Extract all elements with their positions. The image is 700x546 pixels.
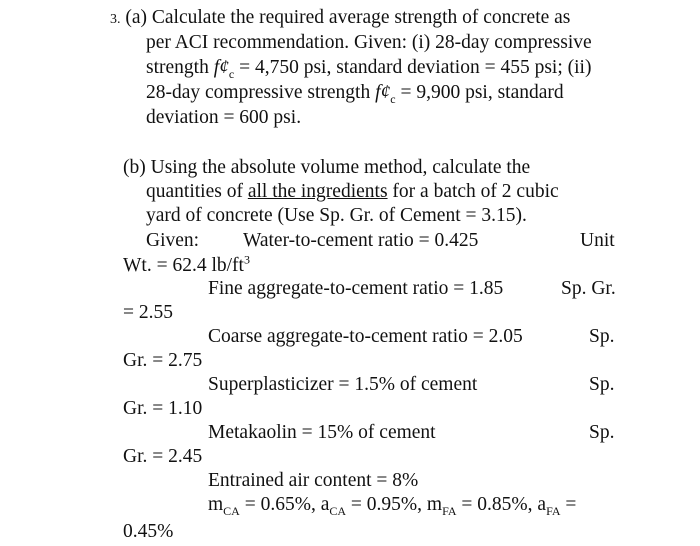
superplasticizer-sp-label: Sp.	[589, 374, 615, 395]
strength-prefix: strength	[146, 57, 214, 78]
strength-prefix-2: 28-day compressive strength	[146, 82, 376, 103]
unit-label: Unit	[580, 230, 615, 251]
fc-symbol: f¢	[213, 57, 229, 78]
m-fa-value: = 0.85%,	[456, 494, 538, 515]
part-b-line-1: (b) Using the absolute volume method, calculate the	[123, 157, 531, 178]
part-a-line-4	[146, 81, 564, 105]
part-b-line-3: yard of concrete (Use Sp. Gr. of Cement = 3.15).	[146, 205, 527, 226]
question-line-1	[110, 6, 570, 32]
unit-weight	[123, 254, 250, 278]
part-b-line-2-suffix: for a batch of 2 cubic	[387, 181, 559, 202]
unit-weight-exponent: 3	[243, 252, 250, 267]
coarse-aggregate-ratio: Coarse aggregate-to-cement ratio = 2.05	[208, 326, 523, 347]
part-b-line-2-prefix: quantities of	[146, 181, 248, 202]
a-ca-value: = 0.95%,	[346, 494, 427, 515]
part-a-line-1: (a) Calculate the required average strength of concrete as	[125, 7, 571, 28]
a-ca-label: a	[320, 494, 330, 515]
fc-subscript: c	[228, 66, 235, 81]
water-cement-ratio: Water-to-cement ratio = 0.425	[243, 230, 479, 251]
fine-spgr-value: = 2.55	[123, 302, 173, 323]
part-a-line-3	[146, 56, 591, 80]
a-fa-equals: =	[560, 494, 577, 515]
part-b-line-2	[146, 180, 559, 204]
superplasticizer-gr-value: Gr. = 1.10	[123, 398, 203, 419]
metakaolin-gr-value: Gr. = 2.45	[123, 446, 203, 467]
a-fa-label: a	[537, 494, 547, 515]
fc-symbol-2: f¢	[375, 82, 391, 103]
fine-aggregate-ratio: Fine aggregate-to-cement ratio = 1.85	[208, 278, 504, 299]
a-fa-sub: FA	[546, 503, 561, 518]
unit-weight-text: Wt. = 62.4 lb/ft	[123, 255, 244, 276]
coarse-gr-value: Gr. = 2.75	[123, 350, 203, 371]
m-ca-sub: CA	[223, 503, 240, 518]
metakaolin-sp-label: Sp.	[589, 422, 615, 443]
superplasticizer: Superplasticizer = 1.5% of cement	[208, 374, 478, 395]
part-a-line-2: per ACI recommendation. Given: (i) 28-day compressive	[146, 32, 592, 53]
fine-spgr-label: Sp. Gr.	[561, 278, 616, 299]
strength-values-2: = 9,900 psi, standard	[395, 82, 564, 103]
a-ca-sub: CA	[329, 503, 347, 518]
metakaolin: Metakaolin = 15% of cement	[208, 422, 436, 443]
a-fa-value: 0.45%	[123, 521, 174, 542]
m-ca-value: = 0.65%,	[239, 494, 321, 515]
question-number: 3.	[110, 12, 121, 27]
m-fa-sub: FA	[442, 503, 457, 518]
m-ca-label: m	[208, 494, 224, 515]
fc-subscript-2: c	[390, 91, 396, 106]
entrained-air: Entrained air content = 8%	[208, 470, 419, 491]
given-label: Given:	[146, 230, 200, 251]
coarse-sp-label: Sp.	[589, 326, 615, 347]
all-ingredients-underlined: all the ingredients	[247, 181, 388, 202]
strength-values-1: = 4,750 psi, standard deviation = 455 psi; (ii)	[234, 57, 592, 78]
part-a-line-5: deviation = 600 psi.	[146, 107, 302, 128]
m-fa-label: m	[426, 494, 443, 515]
moisture-absorption-line	[208, 493, 576, 517]
